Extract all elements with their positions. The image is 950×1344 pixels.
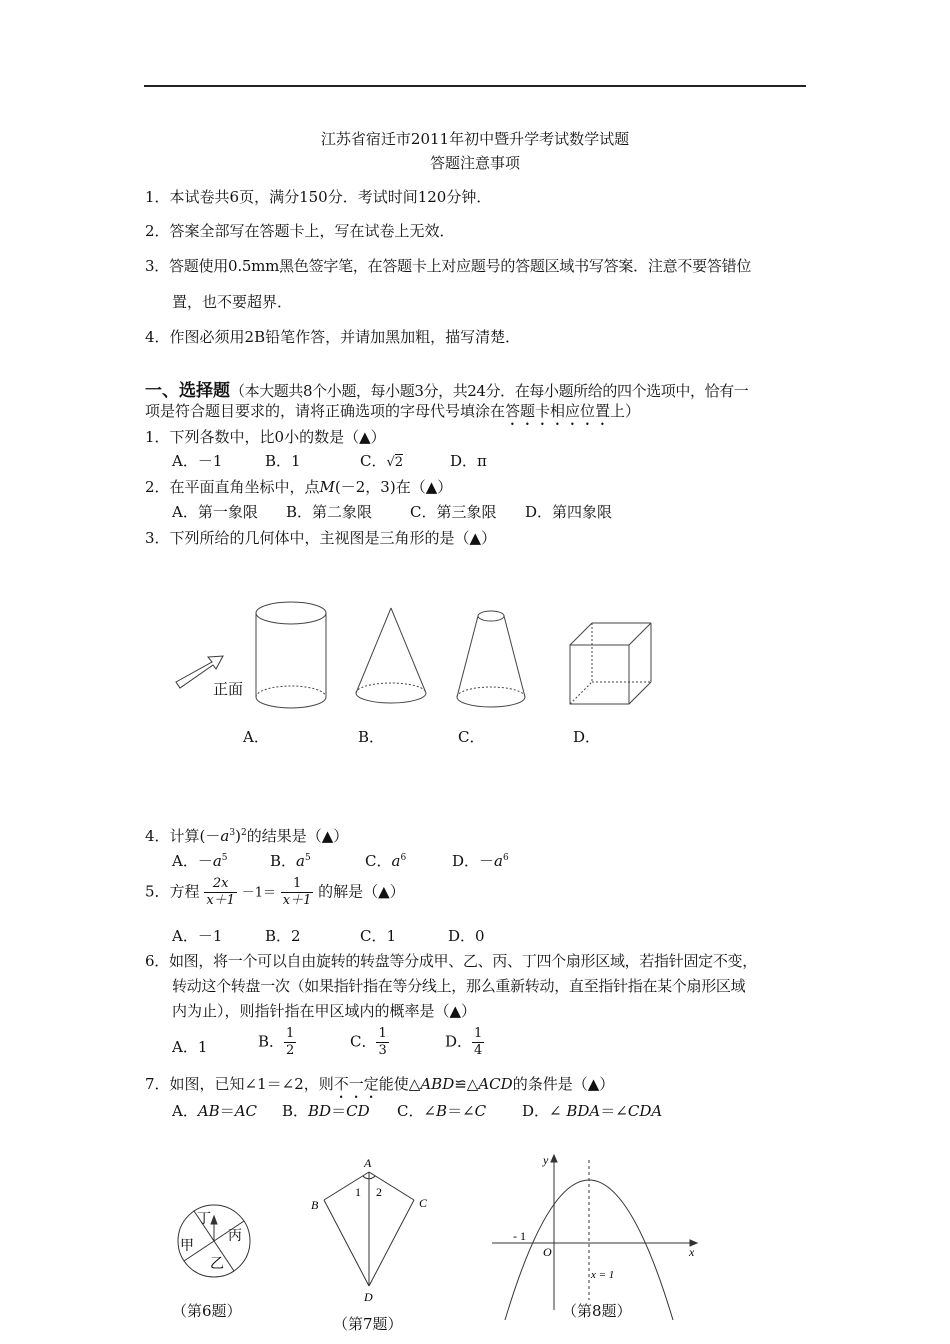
q4-option-a: A．$-a^5$ xyxy=(172,852,228,870)
vertex-c: C xyxy=(419,1196,428,1210)
q6-stem-line2: 转动这个转盘一次（如果指针指在等分线上，那么重新转动，直至指针指在某个扇形区域 xyxy=(172,977,746,995)
q6-option-d: D． $\frac{1}{4}$ xyxy=(445,1026,483,1058)
q5-option-a: A．－1 xyxy=(172,927,223,945)
note-1: 1．本试卷共6页，满分150分．考试时间120分钟． xyxy=(145,188,492,206)
section-desc-line2: 项是符合题目要求的，请将正确选项的字母代号填涂在答题卡相应位置上） xyxy=(145,402,641,420)
note-3-cont: 置，也不要超界． xyxy=(172,293,293,311)
q1-option-c: C．√2 xyxy=(360,452,404,470)
q5-option-b: B．2 xyxy=(265,927,301,945)
q3-label-b: B． xyxy=(358,728,385,746)
sector-label-ding: 丁 xyxy=(197,1211,211,1227)
y-axis-label: y xyxy=(543,1153,549,1167)
angle-1-label: 1 xyxy=(355,1185,361,1199)
q4-option-b: B．$a^5$ xyxy=(270,852,311,870)
q5-option-c: C．1 xyxy=(360,927,397,945)
origin-label: O xyxy=(543,1245,552,1259)
vertex-b: B xyxy=(311,1198,319,1212)
q3-label-a: A． xyxy=(243,728,269,746)
q3-label-c: C． xyxy=(458,728,485,746)
note-3: 3．答题使用0.5mm黑色签字笔，在答题卡上对应题号的答题区域书写答案．注意不要答错位 xyxy=(145,257,752,275)
q7-option-b: B．BD＝CD xyxy=(282,1102,370,1120)
section-title: 一、选择题 xyxy=(145,381,230,401)
q7-option-a: A．AB＝AC xyxy=(172,1102,258,1120)
section-desc: （本大题共8个小题，每小题3分，共24分．在每小题所给的四个选项中，恰有一 xyxy=(230,382,749,400)
vertex-d: D xyxy=(364,1290,373,1304)
fig6-caption: （第6题） xyxy=(172,1302,242,1320)
note-2: 2．答案全部写在答题卡上，写在试卷上无效． xyxy=(145,222,455,240)
q4-option-d: D．$-a^6$ xyxy=(452,852,509,870)
q2-option-c: C．第三象限 xyxy=(410,503,497,521)
q1-option-b: B．1 xyxy=(265,452,301,470)
sector-label-bing: 丙 xyxy=(228,1228,242,1244)
q1-option-a: A．－1 xyxy=(172,452,223,470)
q5-stem: 5．方程 $\frac{2x}{x+1}$ －1＝ $\frac{1}{x+1}$ 的解是（▲） xyxy=(145,876,405,908)
q7-option-d: D．∠ BDA＝∠CDA xyxy=(522,1102,663,1120)
note-4: 4．作图必须用2B铅笔作答，并请加黑加粗，描写清楚． xyxy=(145,328,521,346)
page-title: 江苏省宿迁市2011年初中暨升学考试数学试题 xyxy=(320,130,630,148)
fraction-2: $\frac{1}{x+1}$ xyxy=(282,876,312,908)
q5-option-d: D．0 xyxy=(448,927,485,945)
q1-option-d: D．π xyxy=(450,452,487,470)
q7-option-c: C．∠B＝∠C xyxy=(397,1102,487,1120)
fraction-1: $\frac{2x}{x+1}$ xyxy=(206,876,235,908)
front-label: 正面 xyxy=(213,680,244,698)
q3-label-d: D． xyxy=(573,728,601,746)
sqrt-radicand: 2 xyxy=(394,455,404,470)
q2-option-b: B．第二象限 xyxy=(286,503,373,521)
sector-label-yi: 乙 xyxy=(210,1256,224,1272)
sector-label-jia: 甲 xyxy=(180,1238,194,1254)
axis-of-symmetry-label: x = 1 xyxy=(591,1269,615,1281)
q6-option-a: A．1 xyxy=(172,1038,208,1056)
q6-option-c: C． $\frac{1}{3}$ xyxy=(350,1026,387,1058)
q2-option-a: A．第一象限 xyxy=(172,503,258,521)
neg-one-label: - 1 xyxy=(513,1229,526,1243)
fig7-caption: （第7题） xyxy=(333,1315,403,1333)
fig8-caption: （第8题） xyxy=(562,1302,632,1320)
q2-stem: 2．在平面直角坐标中，点M(－2，3)在（▲） xyxy=(145,478,453,496)
kite-figure xyxy=(324,1172,414,1286)
emphasized-text: 答题卡相应位置 xyxy=(505,402,611,420)
angle-2-label: 2 xyxy=(376,1185,382,1199)
q2-option-d: D．第四象限 xyxy=(525,503,613,521)
vertex-a: A xyxy=(364,1156,372,1170)
q6-stem-line1: 6．如图，将一个可以自由旋转的转盘等分成甲、乙、丙、丁四个扇形区域，若指针固定不变， xyxy=(145,952,757,970)
notes-heading: 答题注意事项 xyxy=(429,154,520,172)
q4-option-c: C．$a^6$ xyxy=(365,852,407,870)
x-axis-label: x xyxy=(689,1245,695,1259)
q6-option-b: B． $\frac{1}{2}$ xyxy=(258,1026,295,1058)
q6-stem-line3: 内为止），则指针指在甲区域内的概率是（▲） xyxy=(172,1002,477,1020)
q4-stem: 4．计算$(-a^3)^2$的结果是（▲） xyxy=(145,827,349,845)
q1-stem: 1．下列各数中，比0小的数是（▲） xyxy=(145,428,386,446)
q3-stem: 3．下列所给的几何体中，主视图是三角形的是（▲） xyxy=(145,529,497,547)
q7-stem: 7．如图，已知∠1＝∠2，则不一定能使△ABD≌△ACD的条件是（▲） xyxy=(145,1075,615,1093)
